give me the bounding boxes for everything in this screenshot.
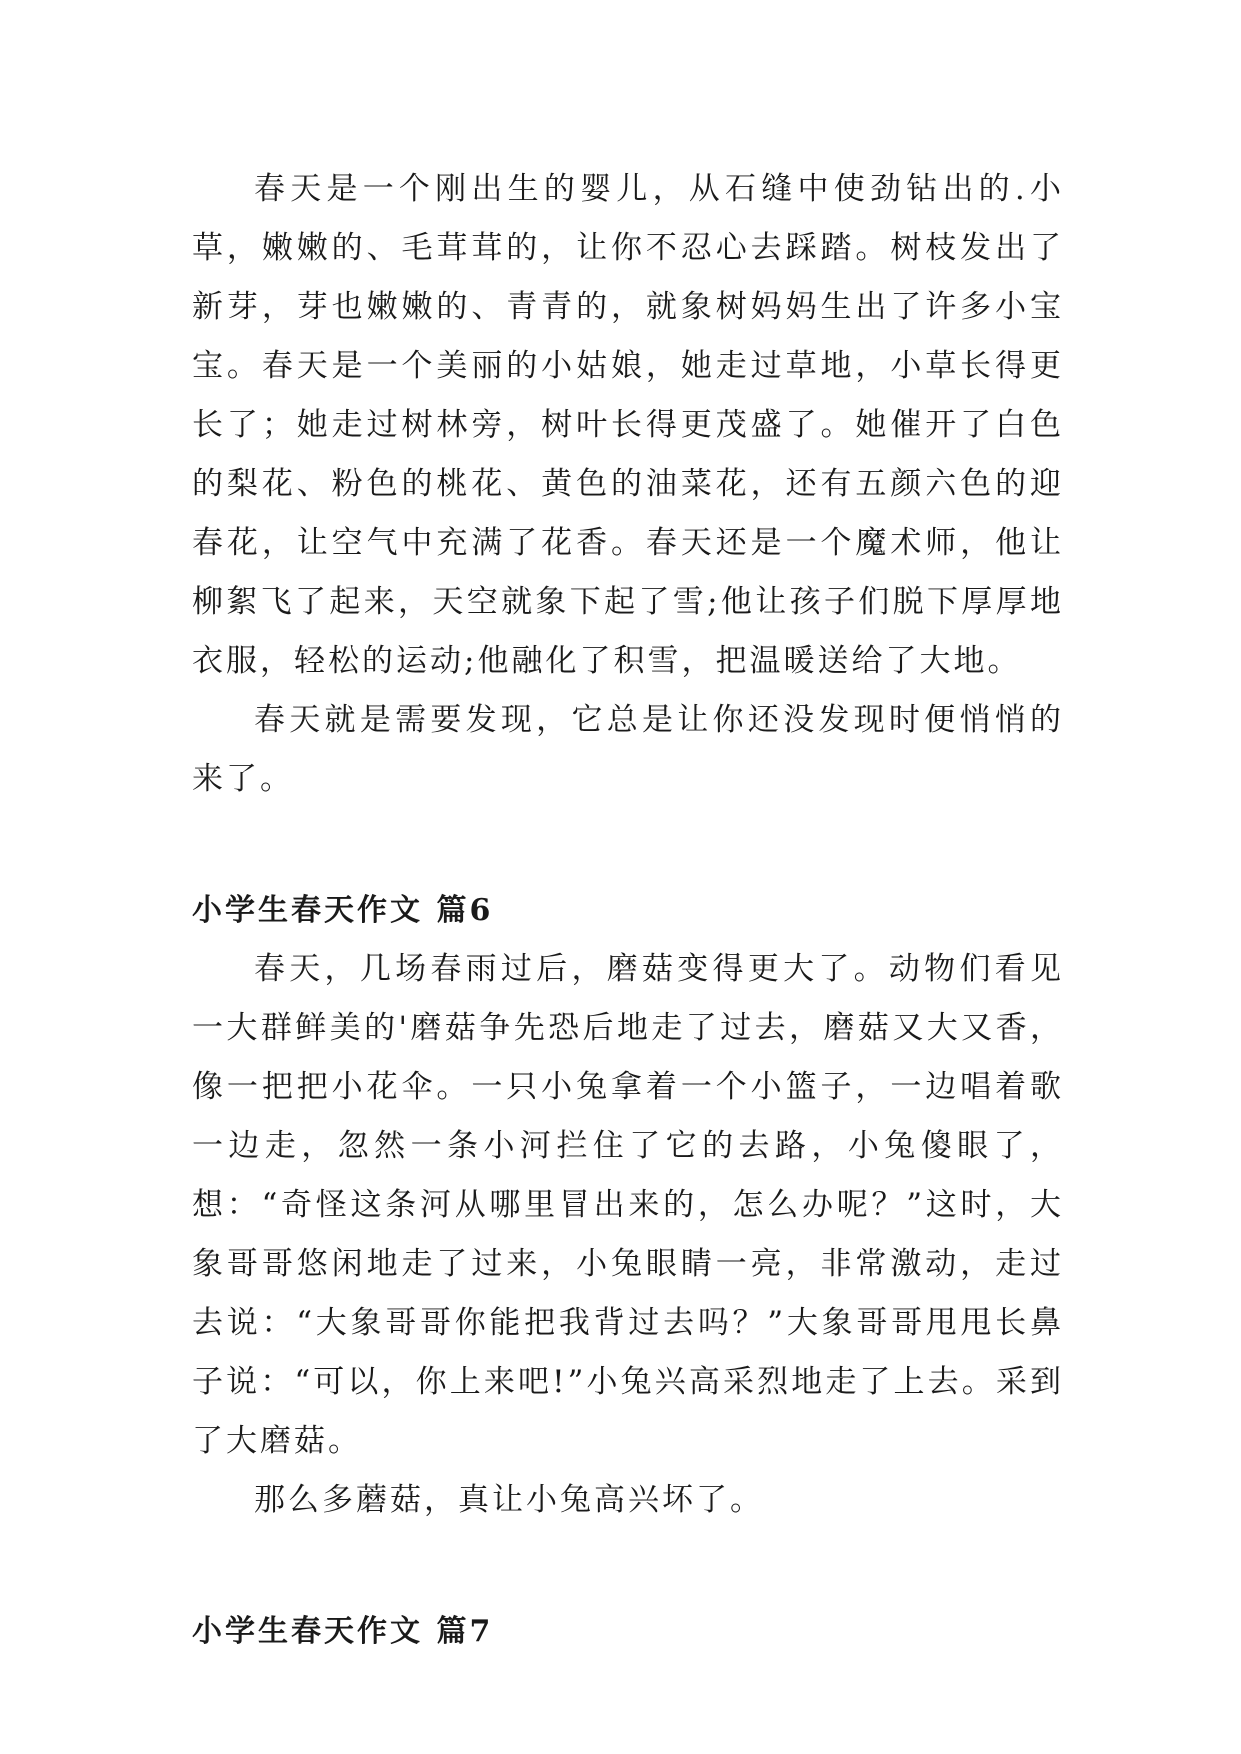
paragraph-mushroom-ending: 那么多蘑菇，真让小兔高兴坏了。 [254, 1482, 764, 1518]
document-page [192, 160, 1064, 1661]
section-gap [192, 809, 1064, 881]
paragraph-mushroom-story: 春天，几场春雨过后，磨菇变得更大了。动物们看见一大群鲜美的'磨菇争先恐后地走了过去，磨菇又大又香，像一把把小花伞。一只小兔拿着一个小篮子，一边唱着歌一边走，忽然一条小河拦住了它的去路，小兔傻眼了，想：“奇怪这条河从哪里冒出来的，怎么办呢？”这时，大象哥哥悠闲地走了过来，小兔眼睛一亮，非常激动，走过去说：“大象哥哥你能把我背过去吗？”大象哥哥甩甩长鼻子说：“可以，你上来吧!”小兔兴高采烈地走了上去。采到了大磨菇。 [192, 951, 1064, 1459]
section-heading-7: 小学生春天作文 篇7 [192, 1614, 494, 1649]
paragraph-spring-discovery: 春天就是需要发现，它总是让你还没发现时便悄悄的来了。 [192, 702, 1064, 797]
paragraph-spring-baby: 春天是一个刚出生的婴儿，从石缝中使劲钻出的.小草，嫩嫩的、毛茸茸的，让你不忍心去踩踏。树枝发出了新芽，芽也嫩嫩的、青青的，就象树妈妈生出了许多小宝宝。春天是一个美丽的小姑娘，她走过草地，小草长得更长了；她走过树林旁，树叶长得更茂盛了。她催开了白色的梨花、粉色的桃花、黄色的油菜花，还有五颜六色的迎春花，让空气中充满了花香。春天还是一个魔术师，他让柳絮飞了起来，天空就象下起了雪;他让孩子们脱下厚厚地衣服，轻松的运动;他融化了积雪，把温暖送给了大地。 [192, 171, 1064, 679]
section-heading-6: 小学生春天作文 篇6 [192, 893, 494, 928]
section-gap [192, 1530, 1064, 1602]
